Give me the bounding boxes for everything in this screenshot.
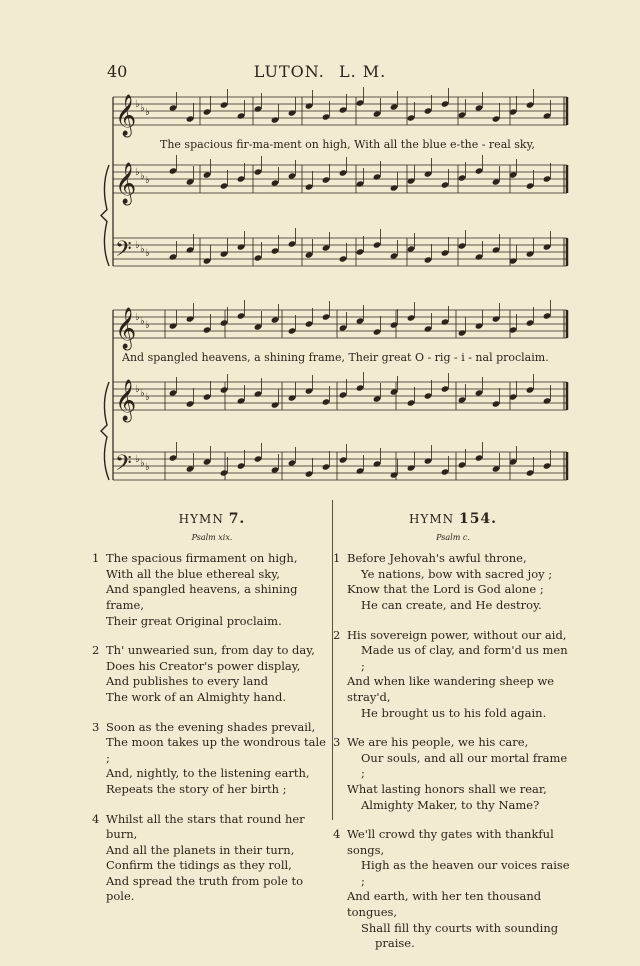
note-head	[543, 243, 552, 250]
note-head	[339, 106, 348, 113]
note-head	[373, 110, 382, 117]
stanza-line: And all the planets in their turn,	[106, 842, 295, 857]
flat-icon: ♭	[135, 167, 140, 178]
note-head	[407, 399, 416, 406]
stanza-number: 3	[92, 719, 100, 734]
note-head	[424, 256, 433, 263]
note-head	[305, 320, 314, 327]
note-head	[475, 389, 484, 396]
note-head	[237, 243, 246, 250]
note-head	[339, 255, 348, 262]
note-head	[254, 105, 263, 112]
note-head	[390, 471, 399, 478]
stanza	[92, 643, 332, 705]
note-head	[407, 177, 416, 184]
note-head	[322, 463, 331, 470]
flat-icon: ♭	[135, 99, 140, 110]
note-head	[475, 104, 484, 111]
note-head	[373, 395, 382, 402]
note-head	[220, 250, 229, 257]
stanza-line: Does his Creator's power display,	[106, 658, 301, 673]
flat-icon: ♭	[145, 248, 150, 259]
stanza-line: Shall fill thy courts with sounding	[361, 920, 559, 935]
note-head	[356, 384, 365, 391]
note-head	[237, 312, 246, 319]
note-head	[186, 465, 195, 472]
note-head	[543, 397, 552, 404]
note-head	[254, 168, 263, 175]
note-head	[373, 460, 382, 467]
treble-clef-icon: 𝄞	[115, 308, 137, 349]
note-head	[526, 250, 535, 257]
note-head	[390, 321, 399, 328]
flat-icon: ♭	[145, 462, 150, 473]
stanza-number: 1	[92, 551, 100, 566]
stanza-number: 3	[333, 735, 341, 750]
hymn-7-source: Psalm xix.	[191, 532, 233, 542]
note-head	[458, 174, 467, 181]
note-head	[475, 167, 484, 174]
note-head	[169, 253, 178, 260]
flat-icon: ♭	[135, 240, 140, 251]
note-head	[271, 116, 280, 123]
note-head	[356, 180, 365, 187]
note-head	[169, 167, 178, 174]
flat-icon: ♭	[145, 392, 150, 403]
stanza-number: 1	[333, 551, 341, 566]
stanza-line: And spangled heavens, a shining frame,	[106, 582, 298, 612]
stanza-line: Their great Original proclaim.	[106, 613, 282, 628]
note-head	[322, 244, 331, 251]
note-head	[237, 397, 246, 404]
tune-name: LUTON.	[253, 62, 325, 81]
hymn-154	[333, 512, 573, 966]
note-head	[186, 115, 195, 122]
stanza-line: We are his people, we his care,	[347, 735, 529, 750]
note-head	[169, 389, 178, 396]
note-head	[424, 170, 433, 177]
note-head	[458, 329, 467, 336]
flat-icon: ♭	[140, 458, 145, 469]
note-head	[322, 313, 331, 320]
note-head	[254, 254, 263, 261]
note-head	[441, 318, 450, 325]
stanza-number: 2	[333, 627, 341, 642]
note-head	[203, 171, 212, 178]
note-head	[186, 246, 195, 253]
stanza-line: The moon takes up the wondrous tale ;	[106, 735, 326, 765]
note-head	[271, 316, 280, 323]
note-head	[441, 100, 450, 107]
stanza-line: Whilst all the stars that round her burn,	[106, 811, 305, 842]
stanza-line: And, nightly, to the listening earth,	[106, 766, 310, 781]
note-head	[543, 112, 552, 119]
note-head	[356, 248, 365, 255]
flat-icon: ♭	[140, 388, 145, 399]
note-head	[203, 108, 212, 115]
stanza-line: What lasting honors shall we rear,	[347, 781, 547, 796]
stanza	[333, 735, 573, 813]
note-head	[220, 101, 229, 108]
flat-icon: ♭	[140, 103, 145, 114]
note-head	[407, 114, 416, 121]
note-head	[203, 393, 212, 400]
note-head	[526, 319, 535, 326]
note-head	[475, 322, 484, 329]
note-head	[526, 386, 535, 393]
note-head	[305, 102, 314, 109]
flat-icon: ♭	[145, 320, 150, 331]
stanza	[333, 628, 573, 722]
note-head	[424, 392, 433, 399]
note-head	[492, 115, 501, 122]
note-head	[305, 387, 314, 394]
treble-clef-icon: 𝄞	[115, 163, 137, 204]
note-head	[390, 184, 399, 191]
stanza-line: Ye nations, bow with sacred joy ;	[361, 566, 553, 581]
note-head	[254, 455, 263, 462]
stanza-line: And when like wandering sheep we stray'd,	[347, 674, 555, 704]
stanza-line: Before Jehovah's awful throne,	[347, 551, 527, 566]
treble-clef-icon: 𝄞	[115, 95, 137, 136]
bass-clef-icon: 𝄢	[115, 237, 132, 267]
stanza-line: And spread the truth from pole to pole.	[106, 873, 304, 904]
note-head	[543, 312, 552, 319]
note-head	[407, 245, 416, 252]
note-head	[339, 391, 348, 398]
flat-icon: ♭	[140, 244, 145, 255]
page-number: 40	[107, 62, 128, 81]
note-head	[322, 113, 331, 120]
note-head	[492, 315, 501, 322]
lyric-line-2: And spangled heavens, a shining frame, Their great O - rig - i - nal proclaim.	[122, 351, 549, 364]
note-head	[169, 322, 178, 329]
note-head	[441, 468, 450, 475]
note-head	[237, 462, 246, 469]
note-head	[424, 457, 433, 464]
stanza-line: Almighty Maker, to thy Name?	[361, 797, 540, 812]
note-head	[441, 181, 450, 188]
note-head	[458, 242, 467, 249]
stanza-line: Confirm the tidings as they roll,	[106, 858, 292, 873]
note-head	[441, 385, 450, 392]
stanza-line: He brought us to his fold again.	[361, 705, 547, 720]
flat-icon: ♭	[140, 316, 145, 327]
note-head	[526, 469, 535, 476]
note-head	[339, 169, 348, 176]
note-head	[305, 470, 314, 477]
stanza-line: High as the heaven our voices raise ;	[361, 858, 570, 888]
note-head	[288, 459, 297, 466]
stanza-line: The spacious firmament on high,	[106, 551, 298, 566]
note-head	[305, 251, 314, 258]
note-head	[220, 386, 229, 393]
flat-icon: ♭	[140, 171, 145, 182]
stanza-line: The work of an Almighty hand.	[106, 689, 286, 704]
flat-icon: ♭	[135, 384, 140, 395]
note-head	[288, 394, 297, 401]
stanza-number: 4	[333, 827, 341, 842]
note-head	[203, 257, 212, 264]
stanza-line: His sovereign power, without our aid,	[347, 627, 567, 642]
note-head	[339, 324, 348, 331]
note-head	[271, 247, 280, 254]
note-head	[220, 319, 229, 326]
note-head	[271, 179, 280, 186]
note-head	[390, 103, 399, 110]
note-head	[441, 249, 450, 256]
note-head	[458, 461, 467, 468]
stanza	[92, 720, 332, 798]
note-head	[424, 325, 433, 332]
note-head	[322, 176, 331, 183]
note-head	[169, 454, 178, 461]
flat-icon: ♭	[145, 107, 150, 118]
note-head	[322, 398, 331, 405]
note-head	[271, 401, 280, 408]
note-head	[203, 458, 212, 465]
stanza-line: Repeats the story of her birth ;	[106, 781, 287, 796]
stanza-line: Our souls, and all our mortal frame ;	[361, 750, 568, 781]
stanza-line: We'll crowd thy gates with thankful songs,	[347, 827, 554, 857]
stanza	[333, 827, 573, 952]
stanza-line: Know that the Lord is God alone ;	[347, 582, 544, 597]
stanza-line: Soon as the evening shades prevail,	[106, 719, 316, 734]
stanza-line: With all the blue ethereal sky,	[106, 566, 280, 581]
bass-clef-icon: 𝄢	[115, 451, 132, 481]
note-head	[271, 466, 280, 473]
note-head	[254, 323, 263, 330]
hymn-7-title: HYMN 7.	[178, 511, 246, 527]
note-head	[492, 178, 501, 185]
note-head	[475, 253, 484, 260]
note-head	[526, 101, 535, 108]
flat-icon: ♭	[135, 312, 140, 323]
stanza	[92, 551, 332, 629]
note-head	[492, 465, 501, 472]
note-head	[356, 467, 365, 474]
note-head	[288, 109, 297, 116]
note-head	[390, 252, 399, 259]
note-head	[543, 462, 552, 469]
note-head	[492, 400, 501, 407]
note-head	[390, 388, 399, 395]
note-head	[373, 241, 382, 248]
note-head	[424, 107, 433, 114]
note-head	[237, 112, 246, 119]
note-head	[186, 178, 195, 185]
note-head	[475, 454, 484, 461]
stanza-line: And earth, with her ten thousand tongues,	[347, 889, 542, 920]
note-head	[526, 182, 535, 189]
hymn-154-source: Psalm c.	[436, 532, 470, 542]
note-head	[458, 396, 467, 403]
note-head	[220, 469, 229, 476]
note-head	[407, 464, 416, 471]
note-head	[288, 327, 297, 334]
note-head	[373, 173, 382, 180]
stanza-line: Made us of clay, and form'd us men ;	[361, 643, 568, 673]
stanza-number: 2	[92, 643, 100, 658]
note-head	[458, 111, 467, 118]
stanza	[333, 551, 573, 613]
note-head	[339, 456, 348, 463]
note-head	[203, 326, 212, 333]
note-head	[288, 172, 297, 179]
note-head	[186, 400, 195, 407]
note-head	[237, 175, 246, 182]
stanza-line: And publishes to every land	[106, 674, 269, 689]
stanza-line: He can create, and He destroy.	[361, 597, 542, 612]
stanza-number: 4	[92, 811, 100, 826]
note-head	[373, 328, 382, 335]
flat-icon: ♭	[145, 175, 150, 186]
treble-clef-icon: 𝄞	[115, 380, 137, 421]
system-brace	[101, 165, 109, 266]
note-head	[288, 240, 297, 247]
note-head	[186, 315, 195, 322]
note-head	[356, 99, 365, 106]
stanza	[92, 812, 332, 906]
note-head	[220, 182, 229, 189]
note-head	[254, 390, 263, 397]
hymn-7	[92, 512, 332, 919]
meter: L. M.	[338, 62, 387, 81]
note-head	[305, 183, 314, 190]
flat-icon: ♭	[135, 454, 140, 465]
note-head	[407, 314, 416, 321]
system-brace	[101, 382, 109, 480]
stanza-line: praise.	[375, 936, 415, 951]
note-head	[543, 175, 552, 182]
stanza-line: Th' unwearied sun, from day to day,	[106, 643, 315, 658]
lyric-line-1: The spacious fir-ma-ment on high, With all the blue e-the - real sky,	[160, 138, 535, 151]
note-head	[492, 246, 501, 253]
note-head	[356, 317, 365, 324]
hymn-154-title: HYMN 154.	[408, 511, 498, 527]
note-head	[169, 104, 178, 111]
